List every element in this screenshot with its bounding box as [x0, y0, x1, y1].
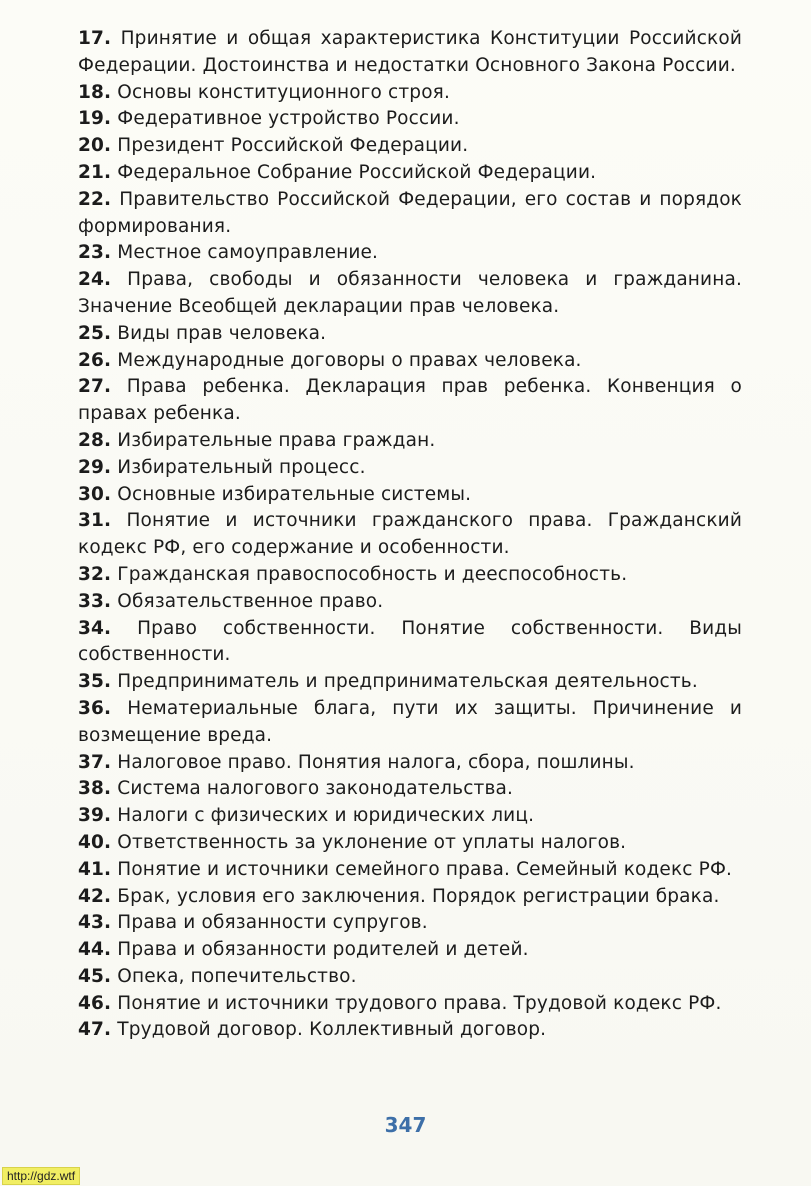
list-item — [78, 1017, 742, 1044]
item-number: 39. — [78, 805, 112, 827]
item-number: 41. — [78, 858, 112, 880]
item-text: Президент Российской Федерации. — [117, 135, 469, 157]
item-text: Гражданская правоспособность и дееспособность. — [117, 563, 628, 585]
item-number: 20. — [78, 135, 112, 157]
item-text: Обязательственное право. — [117, 590, 384, 612]
item-number: 33. — [78, 590, 112, 612]
exam-questions-list — [78, 26, 742, 1044]
item-text: Опека, попечительство. — [117, 965, 357, 987]
item-text: Права, свободы и обязанности человека и гражданина. Значение Всеобщей декларации прав человека. — [78, 269, 742, 317]
list-item — [78, 884, 742, 911]
list-item — [78, 964, 742, 991]
item-text: Виды прав человека. — [117, 322, 327, 344]
item-text: Понятие и источники гражданского права. Гражданский кодекс РФ, его содержание и особенности. — [78, 510, 743, 559]
item-text: Налоги с физических и юридических лиц. — [117, 805, 535, 827]
item-number: 26. — [78, 349, 112, 371]
page-number: 347 — [384, 1113, 427, 1137]
list-item — [78, 106, 742, 133]
item-text: Федеративное устройство России. — [117, 108, 460, 130]
item-number: 43. — [78, 912, 112, 934]
item-number: 46. — [78, 992, 112, 1014]
item-number: 34. — [78, 617, 112, 639]
item-text: Предприниматель и предпринимательская деятельность. — [117, 671, 698, 693]
item-text: Права и обязанности родителей и детей. — [117, 939, 529, 961]
item-number: 31. — [78, 510, 112, 532]
item-number: 47. — [78, 1019, 112, 1041]
list-item — [78, 428, 742, 455]
list-item — [78, 187, 742, 241]
item-number: 44. — [78, 939, 112, 961]
list-item — [78, 696, 742, 750]
item-number: 36. — [78, 697, 112, 719]
item-number: 40. — [78, 831, 112, 853]
item-text: Налоговое право. Понятия налога, сбора, пошлины. — [117, 751, 635, 773]
item-text: Принятие и общая характеристика Конституции Российской Федерации. Достоинства и недостатки Основного Закона России. — [78, 28, 743, 76]
item-number: 45. — [78, 965, 112, 987]
item-number: 29. — [78, 456, 112, 478]
list-item — [78, 133, 742, 160]
list-item — [78, 348, 742, 375]
item-text: Система налогового законодательства. — [117, 778, 514, 800]
list-item — [78, 776, 742, 803]
item-text: Ответственность за уклонение от уплаты налогов. — [117, 831, 627, 853]
item-text: Понятие и источники трудового права. Трудовой кодекс РФ. — [117, 992, 722, 1014]
item-text: Правительство Российской Федерации, его состав и порядок формирования. — [78, 188, 742, 237]
list-item — [78, 830, 742, 857]
list-item — [78, 750, 742, 777]
list-item — [78, 562, 742, 589]
item-text: Права ребенка. Декларация прав ребенка. Конвенция о правах ребенка. — [78, 376, 742, 425]
item-text: Трудовой договор. Коллективный договор. — [117, 1019, 547, 1041]
list-item — [78, 669, 742, 696]
item-text: Нематериальные блага, пути их защиты. Причинение и возмещение вреда. — [78, 697, 742, 746]
list-item — [78, 160, 742, 187]
item-text: Права и обязанности супругов. — [117, 912, 428, 934]
source-link[interactable]: http://gdz.wtf — [2, 1167, 80, 1185]
item-text: Понятие и источники семейного права. Семейный кодекс РФ. — [117, 858, 733, 880]
item-number: 27. — [78, 376, 112, 398]
list-item — [78, 321, 742, 348]
item-number: 35. — [78, 671, 112, 693]
item-text: Основные избирательные системы. — [117, 483, 472, 505]
item-number: 42. — [78, 885, 112, 907]
item-number: 18. — [78, 81, 112, 103]
item-text: Федеральное Собрание Российской Федерации. — [117, 161, 597, 183]
item-number: 37. — [78, 751, 112, 773]
list-item — [78, 482, 742, 509]
list-item — [78, 803, 742, 830]
item-number: 19. — [78, 108, 112, 130]
item-number: 17. — [78, 28, 112, 49]
item-number: 38. — [78, 778, 112, 800]
item-number: 21. — [78, 161, 112, 183]
item-text: Международные договоры о правах человека. — [117, 349, 582, 371]
item-text: Местное самоуправление. — [117, 242, 379, 264]
list-item — [78, 508, 742, 562]
list-item — [78, 589, 742, 616]
list-item — [78, 455, 742, 482]
item-text: Основы конституционного строя. — [117, 81, 450, 103]
list-item — [78, 616, 742, 670]
list-item — [78, 26, 742, 80]
item-number: 23. — [78, 242, 112, 264]
list-item — [78, 80, 742, 107]
item-text: Право собственности. Понятие собственности. Виды собственности. — [78, 617, 742, 666]
item-number: 25. — [78, 322, 112, 344]
item-text: Избирательный процесс. — [117, 456, 366, 478]
item-number: 32. — [78, 563, 112, 585]
item-text: Избирательные права граждан. — [117, 429, 436, 451]
item-text: Брак, условия его заключения. Порядок регистрации брака. — [117, 885, 720, 907]
item-number: 28. — [78, 429, 112, 451]
list-item — [78, 240, 742, 267]
item-number: 30. — [78, 483, 112, 505]
list-item — [78, 857, 742, 884]
list-item — [78, 374, 742, 428]
list-item — [78, 937, 742, 964]
list-item — [78, 991, 742, 1018]
list-item — [78, 267, 742, 321]
item-number: 22. — [78, 188, 112, 210]
item-number: 24. — [78, 269, 112, 291]
list-item — [78, 910, 742, 937]
